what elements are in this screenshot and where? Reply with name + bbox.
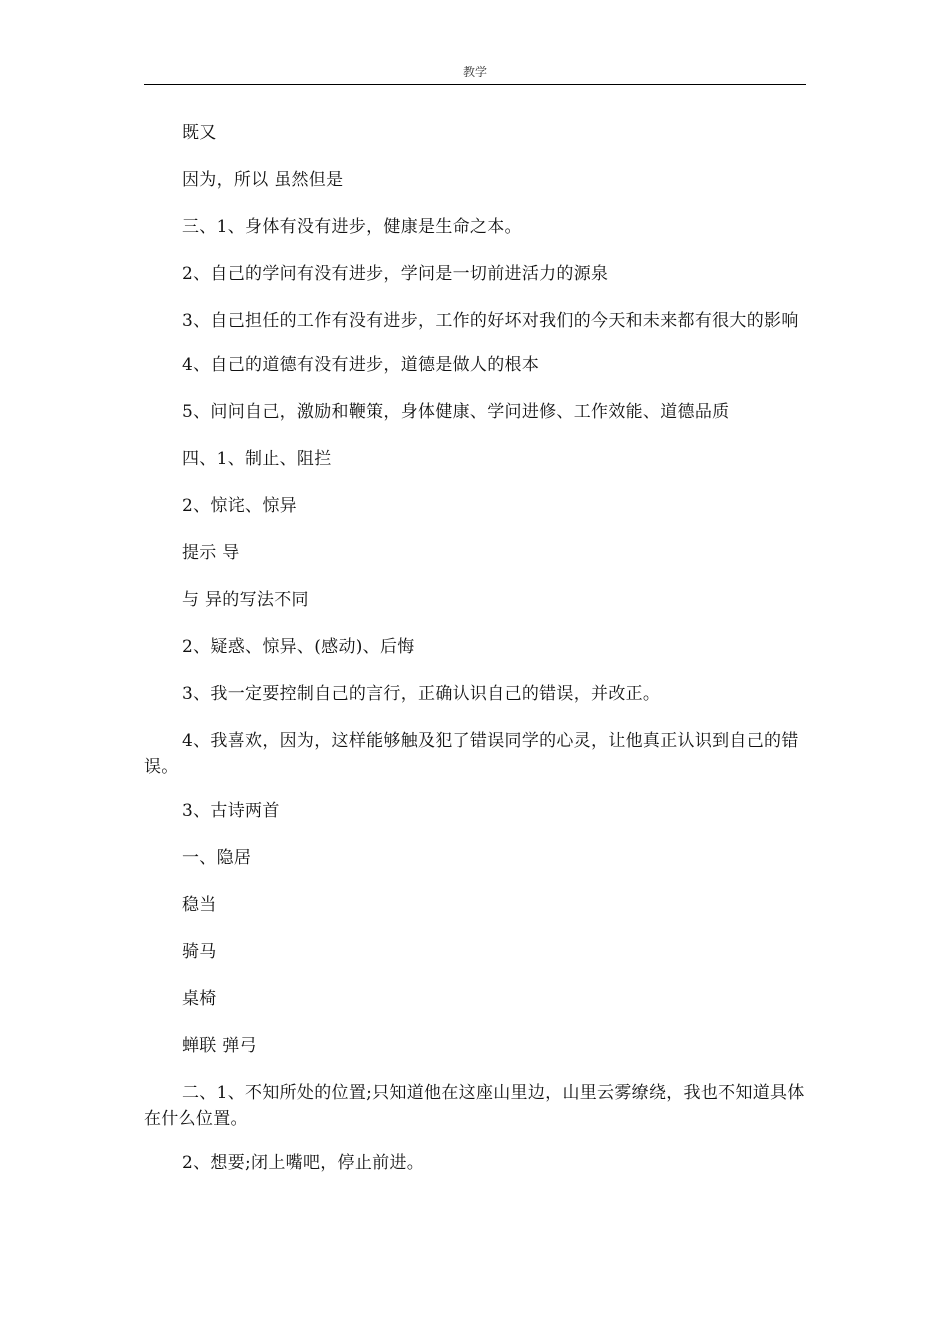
paragraph: 桌椅 [182, 989, 217, 1009]
paragraph: 一、隐居 [182, 848, 252, 868]
paragraph: 2、想要;闭上嘴吧，停止前进。 [182, 1153, 425, 1173]
paragraph: 提示 导 [182, 543, 240, 563]
paragraph: 2、惊诧、惊异 [182, 496, 297, 516]
paragraph: 骑马 [182, 942, 217, 962]
paragraph: 3、自己担任的工作有没有进步，工作的好坏对我们的今天和未来都有很大的影响 [182, 311, 799, 331]
paragraph: 三、1、身体有没有进步，健康是生命之本。 [182, 217, 522, 237]
document-body [144, 120, 809, 1197]
paragraph: 3、我一定要控制自己的言行，正确认识自己的错误，并改正。 [182, 684, 661, 704]
paragraph: 蝉联 弹弓 [182, 1036, 257, 1056]
paragraph: 四、1、制止、阻拦 [182, 449, 332, 469]
paragraph: 2、自己的学问有没有进步，学问是一切前进活力的源泉 [182, 264, 609, 284]
paragraph: 5、问问自己，激励和鞭策，身体健康、学问进修、工作效能、道德品质 [182, 402, 730, 422]
paragraph: 3、古诗两首 [182, 801, 280, 821]
paragraph: 4、我喜欢，因为，这样能够触及犯了错误同学的心灵，让他真正认识到自己的错误。 [144, 731, 799, 777]
paragraph: 4、自己的道德有没有进步，道德是做人的根本 [182, 355, 540, 375]
paragraph: 既又 [182, 123, 217, 143]
paragraph: 二、1、不知所处的位置;只知道他在这座山里边，山里云雾缭绕，我也不知道具体在什么位置。 [144, 1083, 805, 1129]
paragraph: 因为，所以 虽然但是 [182, 170, 344, 190]
paragraph: 2、疑惑、惊异、(感动)、后悔 [182, 637, 415, 657]
page-header: 教学 [144, 64, 806, 85]
paragraph: 与 异的写法不同 [182, 590, 309, 610]
paragraph: 稳当 [182, 895, 217, 915]
